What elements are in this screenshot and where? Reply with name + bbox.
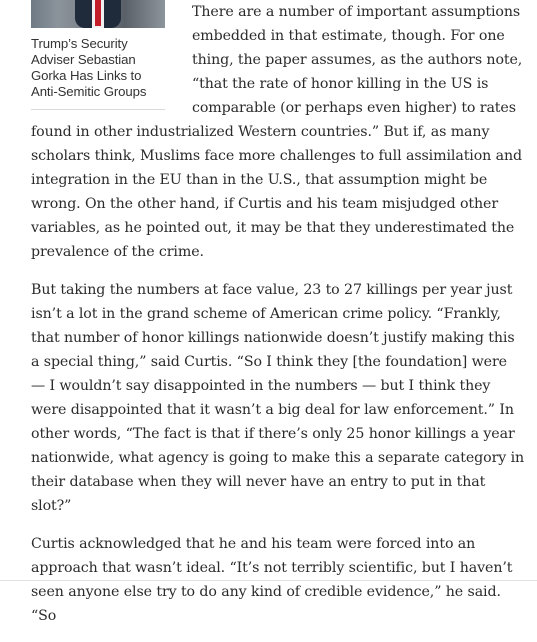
article-body [31,0,525,642]
bottom-divider [0,580,537,581]
paragraph: But taking the numbers at face value, 23 to 27 killings per year just isn’t a lot in the grand scheme of American crime policy. “Frankly, that number of honor killings nationwide doesn’t justify making this a special thing,” said Curtis. “So I think they [the foundation] were — I wouldn’t say disappointed in the numbers — but I think they were disappointed that it wasn’t a big deal for law enforcement.” In other words, “The fact is that if there’s only 25 honor killings a year nationwide, what agency is going to make this a separate category in their database when they will never have an entry to put in that slot?” [31,282,525,514]
paragraph: Curtis acknowledged that he and his team were forced into an approach that wasn’t ideal. “It’s not terribly scientific, but I haven’t seen anyone else try to do any kind of credible evidence,” he said. “So [31,536,513,624]
thumbnail-tie-shape [95,0,101,26]
related-story-link[interactable]: Trump’s Security Adviser Sebastian Gorka Has Links to Anti-Semitic Groups [31,36,165,110]
related-story-thumbnail[interactable] [31,0,165,28]
paragraph: There are a number of important assumptions embedded in that estimate, though. For one thing, the paper assumes, as the authors note, “that the rate of honor killing in the US is comparable (or perhaps even higher) to rates found in other industrialized Western countries.” But if, as many scholars think, Muslims face more challenges to full assimilation and integration in the EU than in the U.S., that assumption might be wrong. On the other hand, if Curtis and his team misjudged other variables, as he pointed out, it may be that they underestimated the prevalence of the crime. [31,4,523,260]
related-story[interactable] [31,0,165,110]
